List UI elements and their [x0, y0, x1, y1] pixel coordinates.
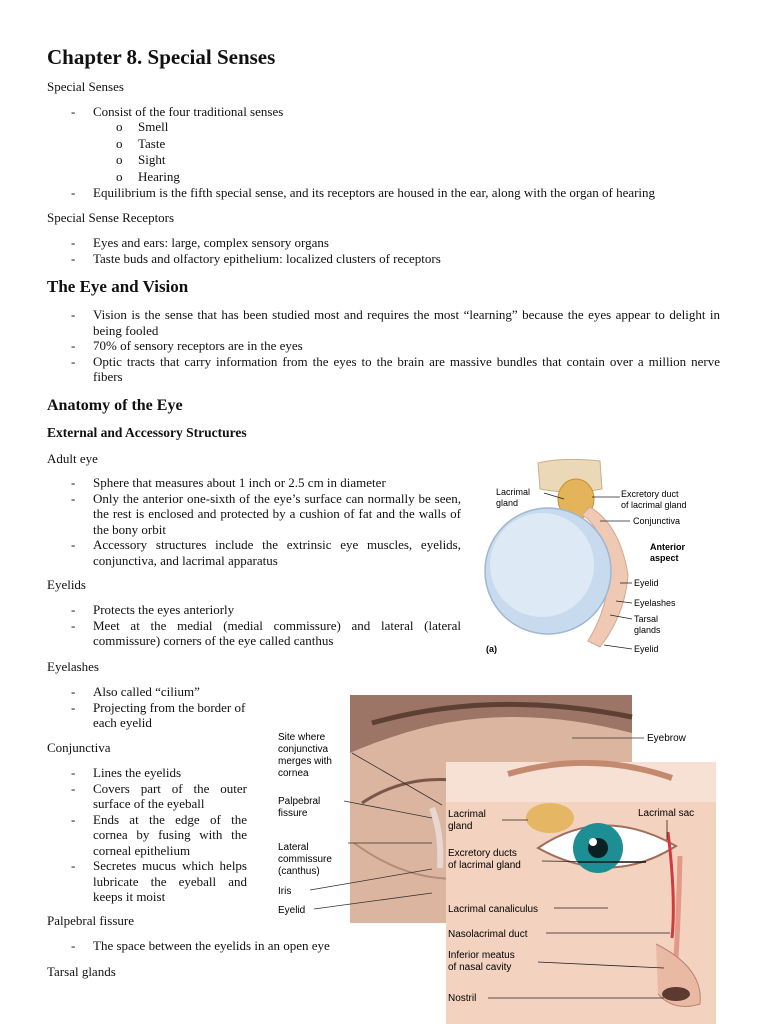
adult-eye-list [47, 475, 461, 568]
list-item: - Only the anterior one-sixth of the eye’s surface can normally be seen, the rest is enclosed and protected by a cushion of fat and the walls of the bony orbit [47, 491, 461, 538]
heading-palpebral-fissure: Palpebral fissure [47, 913, 135, 928]
list-item: - Covers part of the outer surface of the eyeball [47, 781, 247, 812]
label-lacrimal: Lacrimal [496, 487, 531, 497]
lacrimal-gland-blob [526, 803, 574, 833]
list-item: - Eyes and ears: large, complex sensory organs [47, 235, 737, 251]
section-heading-eye-vision: The Eye and Vision [47, 277, 189, 296]
label-c-lacrimal-sac: Lacrimal sac [638, 808, 695, 819]
eyelids-list [47, 602, 461, 649]
label-commissure: commissure [278, 854, 332, 865]
list-item: - Lines the eyelids [47, 765, 247, 781]
sense-item: o Sight [116, 152, 316, 169]
palpebral-list [47, 938, 377, 954]
section-heading-anatomy: Anatomy of the Eye [47, 397, 183, 414]
label-eyelid: Eyelid [278, 905, 306, 916]
sense-item: o Hearing [116, 169, 316, 186]
label-tarsal: Tarsal [634, 614, 659, 624]
list-item: - Also called “cilium” [47, 684, 257, 700]
eyelashes-list [47, 684, 257, 731]
label-c-nostril: Nostril [448, 993, 477, 1004]
label-c-nasolacrimal: Nasolacrimal duct [448, 929, 528, 940]
list-item: - Vision is the sense that has been studied most and requires the most “learning” because the eyes appear to delight in being fooled [47, 307, 720, 338]
section-heading-receptors: Special Sense Receptors [47, 210, 175, 225]
list-item: - The space between the eyelids in an open eye [47, 938, 377, 954]
label-aspect: aspect [650, 553, 679, 563]
list-item: - Secretes mucus which helps lubricate the eyeball and keeps it moist [47, 858, 247, 905]
list-item: - Ends at the edge of the cornea by fusing with the corneal epithelium [47, 812, 247, 859]
heading-tarsal-glands: Tarsal glands [47, 964, 116, 979]
label-eyebrow: Eyebrow [647, 733, 686, 744]
receptors-list [47, 235, 737, 266]
label-conjunctiva: Conjunctiva [633, 516, 681, 526]
label-lateral: Lateral [278, 842, 309, 853]
label-c-excretory-2: of lacrimal gland [448, 860, 521, 871]
list-item: - 70% of sensory receptors are in the eyes [47, 338, 720, 354]
label-excretory-duct: Excretory duct [621, 489, 679, 499]
label-anterior: Anterior [650, 542, 686, 552]
label-glands: glands [634, 625, 661, 635]
conjunctiva-list [47, 765, 247, 905]
label-palpebral: Palpebral [278, 796, 321, 807]
list-item: - Optic tracts that carry information from the eyes to the brain are massive bundles that contain over a million nerve fibers [47, 354, 720, 385]
list-item: - Accessory structures include the extrinsic eye muscles, eyelids, conjunctiva, and lacrimal apparatus [47, 537, 461, 568]
list-item: - Equilibrium is the fifth special sense, and its receptors are housed in the ear, along with the organ of hearing [47, 185, 747, 201]
list-item: - Projecting from the border of each eyelid [47, 700, 257, 731]
label-iris: Iris [278, 886, 292, 897]
label-site-where: Site where [278, 732, 326, 743]
label-c-excretory: Excretory ducts [448, 848, 517, 859]
subheading-external-structures: External and Accessory Structures [47, 425, 247, 440]
label-c-inferior: Inferior meatus [448, 950, 515, 961]
heading-adult-eye: Adult eye [47, 451, 98, 466]
label-excretory-duct-2: of lacrimal gland [621, 500, 687, 510]
senses-sublist [116, 119, 316, 185]
label-c-gland: gland [448, 821, 473, 832]
eye-vision-list [47, 307, 720, 385]
page-title: Chapter 8. Special Senses [47, 45, 276, 69]
figure-lacrimal-apparatus [442, 748, 718, 1024]
list-item: - Taste buds and olfactory epithelium: localized clusters of receptors [47, 251, 737, 267]
heading-eyelids: Eyelids [47, 577, 86, 592]
list-item: - Consist of the four traditional senses [47, 104, 737, 120]
heading-eyelashes: Eyelashes [47, 659, 99, 674]
label-gland: gland [496, 498, 519, 508]
label-site-cornea: cornea [278, 768, 309, 779]
label-site-conjunctiva: conjunctiva [278, 744, 329, 755]
label-eyelid-bottom: Eyelid [634, 644, 659, 654]
label-eyelashes: Eyelashes [634, 598, 676, 608]
special-senses-list [47, 104, 737, 120]
sense-item: o Smell [116, 119, 316, 136]
label-panel-a: (a) [486, 644, 497, 654]
label-site-merges: merges with [278, 756, 332, 767]
list-item: - Protects the eyes anteriorly [47, 602, 461, 618]
section-heading-special-senses: Special Senses [47, 79, 124, 94]
label-fissure: fissure [278, 808, 308, 819]
label-eyelid-top: Eyelid [634, 578, 659, 588]
label-canthus: (canthus) [278, 866, 320, 877]
sense-item: o Taste [116, 136, 316, 153]
list-item: - Sphere that measures about 1 inch or 2.5 cm in diameter [47, 475, 461, 491]
label-c-canaliculus: Lacrimal canaliculus [448, 904, 539, 915]
label-c-lacrimal: Lacrimal [448, 809, 486, 820]
special-senses-list-2 [47, 185, 747, 201]
list-item: - Meet at the medial (medial commissure) and lateral (lateral commissure) corners of the eye called canthus [47, 618, 461, 649]
label-c-nasal-cavity: of nasal cavity [448, 962, 512, 973]
figure-eyeball-diagram [470, 455, 735, 670]
heading-conjunctiva: Conjunctiva [47, 740, 111, 755]
